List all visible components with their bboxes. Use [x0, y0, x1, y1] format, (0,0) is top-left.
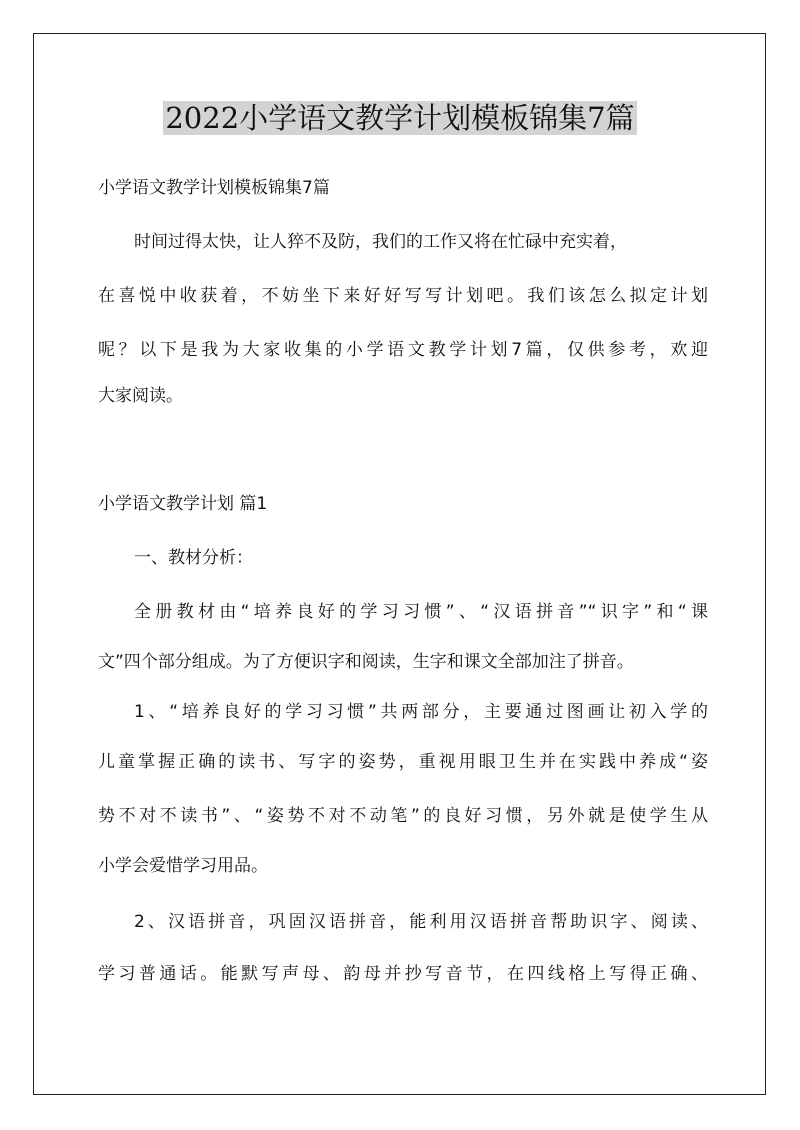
- intro-line-2: 在喜悦中收获着，不妨坐下来好好写写计划吧。我们该怎么拟定计划: [98, 286, 708, 306]
- body-line-5: 势不对不读书”、“姿势不对不动笔”的良好习惯，另外就是使学生从: [98, 806, 708, 826]
- body-line-6: 小学会爱惜学习用品。: [98, 856, 268, 876]
- body-line-1: 全册教材由“培养良好的学习习惯”、“汉语拼音”“识字”和“课: [134, 602, 708, 622]
- section-heading: 小学语文教学计划 篇1: [98, 494, 268, 514]
- intro-line-1: 时间过得太快，让人猝不及防，我们的工作又将在忙碌中充实着，: [134, 232, 627, 252]
- document-title: [0, 96, 800, 140]
- subheading-textbook-analysis: 一、教材分析：: [134, 548, 253, 568]
- body-line-3: 1、“培养良好的学习习惯”共两部分，主要通过图画让初入学的: [134, 702, 708, 722]
- intro-line-4: 大家阅读。: [98, 386, 183, 406]
- intro-line-3: 呢？以下是我为大家收集的小学语文教学计划7篇，仅供参考，欢迎: [98, 340, 708, 360]
- body-line-8: 学习普通话。能默写声母、韵母并抄写音节，在四线格上写得正确、: [98, 964, 708, 984]
- document-title-text: 2022小学语文教学计划模板锦集7篇: [165, 101, 635, 135]
- document-subtitle: 小学语文教学计划模板锦集7篇: [98, 178, 330, 198]
- body-line-2: 文”四个部分组成。为了方便识字和阅读，生字和课文全部加注了拼音。: [98, 652, 634, 672]
- body-line-7: 2、汉语拼音，巩固汉语拼音，能利用汉语拼音帮助识字、阅读、: [134, 912, 708, 932]
- body-line-4: 儿童掌握正确的读书、写字的姿势，重视用眼卫生并在实践中养成“姿: [98, 752, 708, 772]
